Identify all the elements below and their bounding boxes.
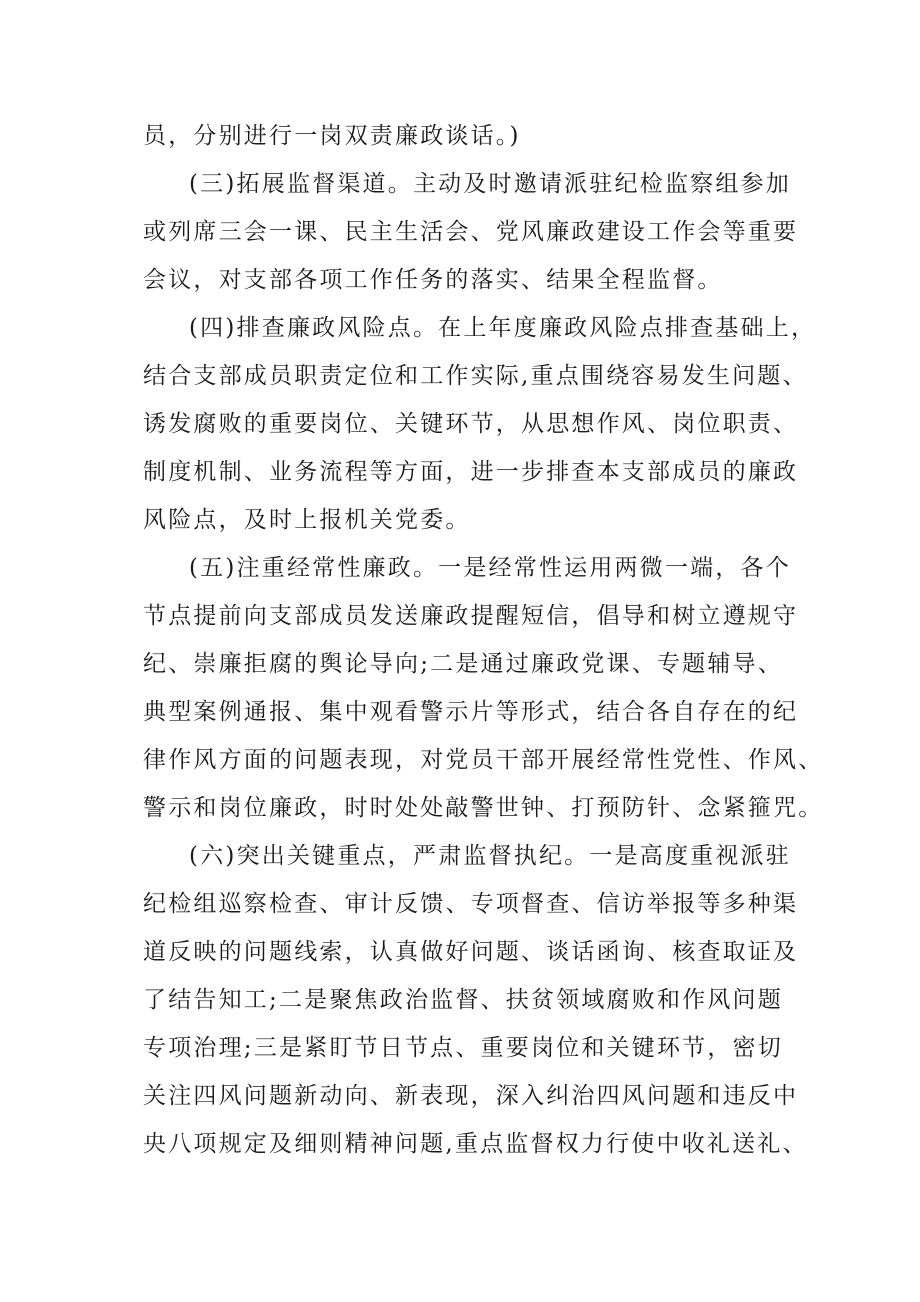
text-line: 纪、崇廉拒腐的舆论导向;二是通过廉政党课、专题辅导、	[143, 651, 783, 677]
text-line: 制度机制、业务流程等方面，进一步排查本支部成员的廉政	[143, 459, 799, 485]
text-line: 律作风方面的问题表现，对党员干部开展经常性党性、作风、	[143, 747, 824, 773]
section-5-heading-line: (五)注重经常性廉政。一是经常性运用两微一端，各个	[189, 555, 791, 581]
text-line: 员，分别进行一岗双责廉政谈话。)	[143, 123, 521, 149]
text-line: 典型案例通报、集中观看警示片等形式，结合各自存在的纪	[143, 699, 799, 725]
text-line: 警示和岗位廉政，时时处处敲警世钟、打预防针、念紧箍咒。	[143, 795, 824, 821]
text-line: 节点提前向支部成员发送廉政提醒短信，倡导和树立遵规守	[143, 603, 799, 629]
text-line: 风险点，及时上报机关党委。	[143, 507, 471, 533]
section-3-heading-line: (三)拓展监督渠道。主动及时邀请派驻纪检监察组参加	[189, 171, 791, 197]
text-line: 道反映的问题线索，认真做好问题、谈话函询、核查取证及	[143, 939, 799, 965]
text-line: 结合支部成员职责定位和工作实际,重点围绕容易发生问题、	[143, 363, 808, 389]
text-line: 了结告知工;二是聚焦政治监督、扶贫领域腐败和作风问题	[143, 987, 783, 1013]
text-line: 关注四风问题新动向、新表现，深入纠治四风问题和违反中	[143, 1083, 799, 1109]
text-line: 或列席三会一课、民主生活会、党风廉政建设工作会等重要	[143, 219, 799, 245]
text-line: 央八项规定及细则精神问题,重点监督权力行使中收礼送礼、	[143, 1131, 808, 1157]
text-line: 会议，对支部各项工作任务的落实、结果全程监督。	[143, 267, 723, 293]
body-text	[143, 112, 824, 1168]
text-line: 诱发腐败的重要岗位、关键环节，从思想作风、岗位职责、	[143, 411, 799, 437]
text-line: 纪检组巡察检查、审计反馈、专项督查、信访举报等多种渠	[143, 891, 799, 917]
section-4-heading-line: (四)排查廉政风险点。在上年度廉政风险点排查基础上，	[189, 315, 817, 341]
section-6-heading-line: (六)突出关键重点，严肃监督执纪。一是高度重视派驻	[189, 843, 791, 869]
text-line: 专项治理;三是紧盯节日节点、重要岗位和关键环节，密切	[143, 1035, 783, 1061]
